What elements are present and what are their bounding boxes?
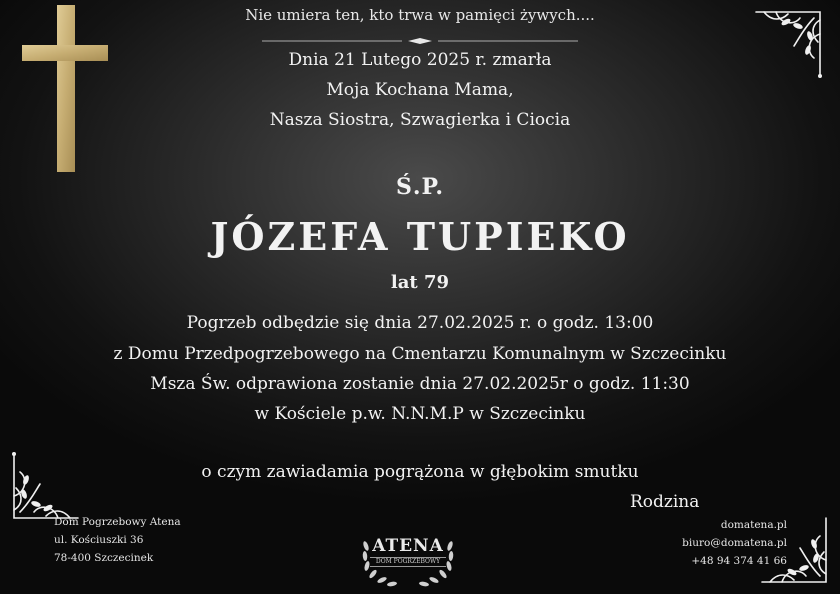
funeral-info-line-3: Msza Św. odprawiona zostanie dnia 27.02.2025r o godz. 11:30	[150, 374, 690, 394]
contact-info	[682, 516, 787, 570]
funeral-info-line-4: w Kościele p.w. N.N.M.P w Szczecinku	[254, 404, 586, 424]
funeral-home-city: 78-400 Szczecinek	[54, 552, 154, 564]
logo-subtitle: DOM POGRZEBOWY	[370, 557, 446, 567]
deceased-prefix: Ś.P.	[395, 174, 445, 200]
deceased-age: lat 79	[390, 272, 450, 293]
website-link: domatena.pl	[720, 519, 787, 531]
family-signature: Rodzina	[630, 492, 700, 512]
funeral-info-line-2: z Domu Przedpogrzebowego na Cmentarzu Komunalnym w Szczecinku	[113, 344, 727, 364]
motto: Nie umiera ten, kto trwa w pamięci żywych....	[245, 6, 595, 24]
logo-title: ATENA	[372, 536, 444, 556]
announcement-line-1: Dnia 21 Lutego 2025 r. zmarła	[288, 50, 552, 70]
announcement-line-3: Nasza Siostra, Szwagierka i Ciocia	[269, 110, 571, 130]
funeral-home-street: ul. Kościuszki 36	[54, 534, 144, 546]
funeral-home-name: Dom Pogrzebowy Atena	[54, 516, 181, 528]
atena-logo	[356, 532, 460, 590]
notice-text: o czym zawiadamia pogrążona w głębokim smutku	[201, 462, 639, 482]
deceased-name: JÓZEFA TUPIEKO	[210, 214, 630, 259]
funeral-info-line-1: Pogrzeb odbędzie się dnia 27.02.2025 r. o godz. 13:00	[186, 313, 654, 333]
funeral-home-address	[54, 513, 181, 567]
phone-number: +48 94 374 41 66	[691, 555, 787, 567]
ornamental-divider	[262, 38, 578, 44]
email-link: biuro@domatena.pl	[682, 537, 787, 549]
announcement-line-2: Moja Kochana Mama,	[326, 80, 514, 100]
